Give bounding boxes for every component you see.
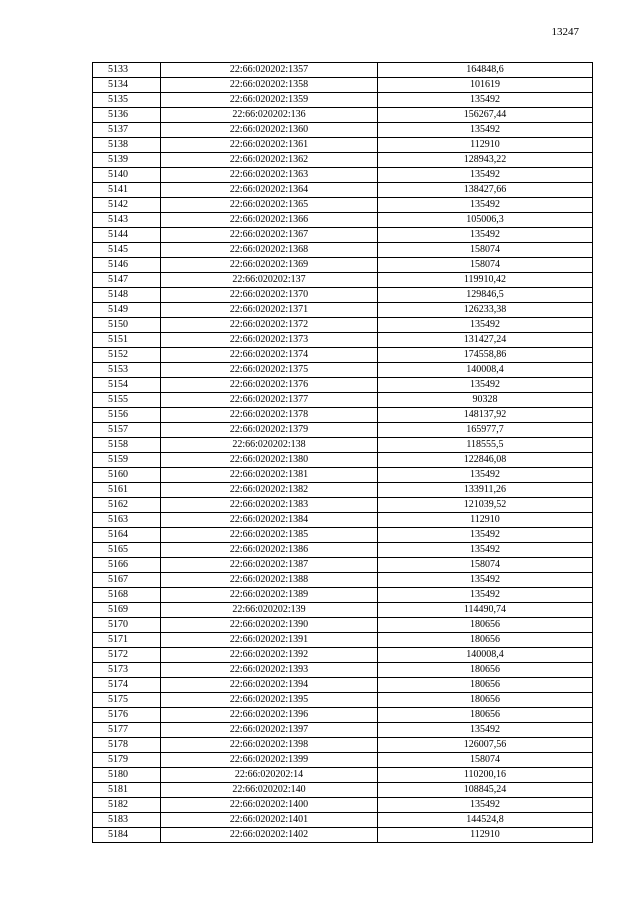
table-row — [93, 138, 593, 153]
cadastral-number-cell: 22:66:020202:1394 — [161, 678, 378, 693]
row-number-cell: 5173 — [93, 663, 161, 678]
table-row — [93, 468, 593, 483]
cadastral-value-cell: 129846,5 — [378, 288, 593, 303]
cadastral-value-cell: 135492 — [378, 378, 593, 393]
cadastral-value-cell: 119910,42 — [378, 273, 593, 288]
table-row — [93, 573, 593, 588]
cadastral-number-cell: 22:66:020202:1361 — [161, 138, 378, 153]
cadastral-value-cell: 135492 — [378, 168, 593, 183]
row-number-cell: 5171 — [93, 633, 161, 648]
cadastral-number-cell: 22:66:020202:1395 — [161, 693, 378, 708]
cadastral-number-cell: 22:66:020202:1366 — [161, 213, 378, 228]
cadastral-number-cell: 22:66:020202:1382 — [161, 483, 378, 498]
row-number-cell: 5140 — [93, 168, 161, 183]
table-row — [93, 318, 593, 333]
cadastral-number-cell: 22:66:020202:1372 — [161, 318, 378, 333]
row-number-cell: 5169 — [93, 603, 161, 618]
row-number-cell: 5141 — [93, 183, 161, 198]
table-row — [93, 633, 593, 648]
cadastral-number-cell: 22:66:020202:138 — [161, 438, 378, 453]
cadastral-value-cell: 165977,7 — [378, 423, 593, 438]
table-row — [93, 453, 593, 468]
table-row — [93, 198, 593, 213]
row-number-cell: 5148 — [93, 288, 161, 303]
cadastral-number-cell: 22:66:020202:1388 — [161, 573, 378, 588]
row-number-cell: 5138 — [93, 138, 161, 153]
cadastral-number-cell: 22:66:020202:1397 — [161, 723, 378, 738]
table-row — [93, 258, 593, 273]
cadastral-number-cell: 22:66:020202:1358 — [161, 78, 378, 93]
row-number-cell: 5164 — [93, 528, 161, 543]
row-number-cell: 5142 — [93, 198, 161, 213]
cadastral-number-cell: 22:66:020202:1391 — [161, 633, 378, 648]
row-number-cell: 5175 — [93, 693, 161, 708]
table-row — [93, 678, 593, 693]
cadastral-value-cell: 158074 — [378, 558, 593, 573]
row-number-cell: 5145 — [93, 243, 161, 258]
cadastral-number-cell: 22:66:020202:1362 — [161, 153, 378, 168]
table-row — [93, 423, 593, 438]
cadastral-value-cell: 180656 — [378, 618, 593, 633]
table-row — [93, 63, 593, 78]
cadastral-value-cell: 144524,8 — [378, 813, 593, 828]
cadastral-value-cell: 135492 — [378, 228, 593, 243]
cadastral-number-cell: 22:66:020202:1392 — [161, 648, 378, 663]
cadastral-number-cell: 22:66:020202:1400 — [161, 798, 378, 813]
row-number-cell: 5181 — [93, 783, 161, 798]
row-number-cell: 5180 — [93, 768, 161, 783]
row-number-cell: 5154 — [93, 378, 161, 393]
cadastral-value-cell: 158074 — [378, 753, 593, 768]
row-number-cell: 5137 — [93, 123, 161, 138]
cadastral-value-cell: 180656 — [378, 663, 593, 678]
row-number-cell: 5155 — [93, 393, 161, 408]
cadastral-value-cell: 121039,52 — [378, 498, 593, 513]
table-row — [93, 828, 593, 843]
row-number-cell: 5167 — [93, 573, 161, 588]
row-number-cell: 5163 — [93, 513, 161, 528]
row-number-cell: 5156 — [93, 408, 161, 423]
cadastral-number-cell: 22:66:020202:1390 — [161, 618, 378, 633]
cadastral-value-cell: 135492 — [378, 543, 593, 558]
cadastral-number-cell: 22:66:020202:1383 — [161, 498, 378, 513]
cadastral-value-cell: 140008,4 — [378, 648, 593, 663]
row-number-cell: 5151 — [93, 333, 161, 348]
row-number-cell: 5159 — [93, 453, 161, 468]
table-row — [93, 243, 593, 258]
row-number-cell: 5174 — [93, 678, 161, 693]
cadastral-value-cell: 135492 — [378, 573, 593, 588]
row-number-cell: 5161 — [93, 483, 161, 498]
table-row — [93, 513, 593, 528]
cadastral-value-cell: 135492 — [378, 723, 593, 738]
row-number-cell: 5144 — [93, 228, 161, 243]
cadastral-number-cell: 22:66:020202:1379 — [161, 423, 378, 438]
cadastral-value-cell: 135492 — [378, 318, 593, 333]
cadastral-number-cell: 22:66:020202:14 — [161, 768, 378, 783]
cadastral-number-cell: 22:66:020202:1389 — [161, 588, 378, 603]
row-number-cell: 5184 — [93, 828, 161, 843]
cadastral-value-cell: 135492 — [378, 468, 593, 483]
cadastral-number-cell: 22:66:020202:1401 — [161, 813, 378, 828]
cadastral-number-cell: 22:66:020202:139 — [161, 603, 378, 618]
row-number-cell: 5157 — [93, 423, 161, 438]
table-row — [93, 648, 593, 663]
cadastral-value-cell: 90328 — [378, 393, 593, 408]
row-number-cell: 5172 — [93, 648, 161, 663]
cadastral-value-cell: 174558,86 — [378, 348, 593, 363]
table-row — [93, 813, 593, 828]
page-number: 13247 — [551, 26, 579, 38]
table-row — [93, 708, 593, 723]
cadastral-value-cell: 135492 — [378, 588, 593, 603]
cadastral-value-cell: 135492 — [378, 198, 593, 213]
cadastral-number-cell: 22:66:020202:1371 — [161, 303, 378, 318]
cadastral-number-cell: 22:66:020202:1374 — [161, 348, 378, 363]
cadastral-number-cell: 22:66:020202:1359 — [161, 93, 378, 108]
row-number-cell: 5146 — [93, 258, 161, 273]
cadastral-value-cell: 180656 — [378, 633, 593, 648]
table-row — [93, 303, 593, 318]
cadastral-number-cell: 22:66:020202:1368 — [161, 243, 378, 258]
cadastral-number-cell: 22:66:020202:1386 — [161, 543, 378, 558]
cadastral-number-cell: 22:66:020202:1393 — [161, 663, 378, 678]
table-row — [93, 363, 593, 378]
table-row — [93, 798, 593, 813]
row-number-cell: 5183 — [93, 813, 161, 828]
cadastral-number-cell: 22:66:020202:1377 — [161, 393, 378, 408]
table-row — [93, 273, 593, 288]
cadastral-value-cell: 180656 — [378, 708, 593, 723]
cadastral-value-cell: 108845,24 — [378, 783, 593, 798]
cadastral-value-cell: 131427,24 — [378, 333, 593, 348]
cadastral-number-cell: 22:66:020202:1370 — [161, 288, 378, 303]
cadastral-value-cell: 101619 — [378, 78, 593, 93]
cadastral-value-table — [92, 62, 593, 843]
table-row — [93, 408, 593, 423]
table-row — [93, 723, 593, 738]
cadastral-value-cell: 158074 — [378, 258, 593, 273]
table-row — [93, 378, 593, 393]
row-number-cell: 5139 — [93, 153, 161, 168]
cadastral-number-cell: 22:66:020202:1360 — [161, 123, 378, 138]
cadastral-number-cell: 22:66:020202:1364 — [161, 183, 378, 198]
row-number-cell: 5150 — [93, 318, 161, 333]
cadastral-number-cell: 22:66:020202:1381 — [161, 468, 378, 483]
cadastral-value-cell: 135492 — [378, 798, 593, 813]
table-row — [93, 663, 593, 678]
cadastral-value-cell: 128943,22 — [378, 153, 593, 168]
cadastral-value-cell: 180656 — [378, 693, 593, 708]
row-number-cell: 5158 — [93, 438, 161, 453]
table-row — [93, 693, 593, 708]
cadastral-value-cell: 118555,5 — [378, 438, 593, 453]
cadastral-value-cell: 135492 — [378, 123, 593, 138]
table-row — [93, 228, 593, 243]
table-row — [93, 168, 593, 183]
row-number-cell: 5176 — [93, 708, 161, 723]
table-body — [93, 63, 593, 843]
cadastral-value-cell: 126233,38 — [378, 303, 593, 318]
row-number-cell: 5179 — [93, 753, 161, 768]
cadastral-number-cell: 22:66:020202:1367 — [161, 228, 378, 243]
row-number-cell: 5143 — [93, 213, 161, 228]
cadastral-value-cell: 122846,08 — [378, 453, 593, 468]
cadastral-number-cell: 22:66:020202:1378 — [161, 408, 378, 423]
cadastral-value-cell: 156267,44 — [378, 108, 593, 123]
table-row — [93, 333, 593, 348]
row-number-cell: 5168 — [93, 588, 161, 603]
cadastral-number-cell: 22:66:020202:1380 — [161, 453, 378, 468]
cadastral-value-cell: 158074 — [378, 243, 593, 258]
cadastral-value-cell: 112910 — [378, 828, 593, 843]
row-number-cell: 5170 — [93, 618, 161, 633]
cadastral-value-cell: 180656 — [378, 678, 593, 693]
cadastral-value-cell: 105006,3 — [378, 213, 593, 228]
table-row — [93, 603, 593, 618]
table-row — [93, 108, 593, 123]
cadastral-value-cell: 135492 — [378, 93, 593, 108]
row-number-cell: 5147 — [93, 273, 161, 288]
cadastral-number-cell: 22:66:020202:1365 — [161, 198, 378, 213]
cadastral-value-cell: 112910 — [378, 138, 593, 153]
cadastral-number-cell: 22:66:020202:1387 — [161, 558, 378, 573]
cadastral-number-cell: 22:66:020202:1402 — [161, 828, 378, 843]
cadastral-number-cell: 22:66:020202:1357 — [161, 63, 378, 78]
table-row — [93, 543, 593, 558]
table-row — [93, 558, 593, 573]
cadastral-value-cell: 133911,26 — [378, 483, 593, 498]
cadastral-value-cell: 140008,4 — [378, 363, 593, 378]
cadastral-value-cell: 126007,56 — [378, 738, 593, 753]
cadastral-value-cell: 114490,74 — [378, 603, 593, 618]
row-number-cell: 5182 — [93, 798, 161, 813]
table-row — [93, 78, 593, 93]
cadastral-number-cell: 22:66:020202:136 — [161, 108, 378, 123]
table-row — [93, 183, 593, 198]
table-row — [93, 213, 593, 228]
cadastral-number-cell: 22:66:020202:1363 — [161, 168, 378, 183]
table-row — [93, 438, 593, 453]
table-row — [93, 753, 593, 768]
table-row — [93, 93, 593, 108]
table-row — [93, 588, 593, 603]
cadastral-number-cell: 22:66:020202:1398 — [161, 738, 378, 753]
table-row — [93, 483, 593, 498]
row-number-cell: 5149 — [93, 303, 161, 318]
cadastral-number-cell: 22:66:020202:1385 — [161, 528, 378, 543]
row-number-cell: 5153 — [93, 363, 161, 378]
cadastral-number-cell: 22:66:020202:137 — [161, 273, 378, 288]
table-row — [93, 528, 593, 543]
row-number-cell: 5177 — [93, 723, 161, 738]
row-number-cell: 5166 — [93, 558, 161, 573]
cadastral-value-cell: 164848,6 — [378, 63, 593, 78]
row-number-cell: 5160 — [93, 468, 161, 483]
cadastral-value-cell: 112910 — [378, 513, 593, 528]
table-row — [93, 738, 593, 753]
row-number-cell: 5134 — [93, 78, 161, 93]
cadastral-number-cell: 22:66:020202:1376 — [161, 378, 378, 393]
cadastral-number-cell: 22:66:020202:1375 — [161, 363, 378, 378]
row-number-cell: 5136 — [93, 108, 161, 123]
table-row — [93, 768, 593, 783]
row-number-cell: 5165 — [93, 543, 161, 558]
table-row — [93, 288, 593, 303]
row-number-cell: 5133 — [93, 63, 161, 78]
table-row — [93, 153, 593, 168]
cadastral-value-cell: 138427,66 — [378, 183, 593, 198]
cadastral-number-cell: 22:66:020202:1373 — [161, 333, 378, 348]
cadastral-number-cell: 22:66:020202:1396 — [161, 708, 378, 723]
cadastral-number-cell: 22:66:020202:140 — [161, 783, 378, 798]
cadastral-value-cell: 110200,16 — [378, 768, 593, 783]
cadastral-number-cell: 22:66:020202:1399 — [161, 753, 378, 768]
row-number-cell: 5152 — [93, 348, 161, 363]
table-row — [93, 618, 593, 633]
table-row — [93, 123, 593, 138]
row-number-cell: 5162 — [93, 498, 161, 513]
cadastral-number-cell: 22:66:020202:1384 — [161, 513, 378, 528]
cadastral-number-cell: 22:66:020202:1369 — [161, 258, 378, 273]
cadastral-value-cell: 135492 — [378, 528, 593, 543]
table-row — [93, 498, 593, 513]
cadastral-value-cell: 148137,92 — [378, 408, 593, 423]
table-row — [93, 783, 593, 798]
table-row — [93, 393, 593, 408]
row-number-cell: 5135 — [93, 93, 161, 108]
row-number-cell: 5178 — [93, 738, 161, 753]
table-row — [93, 348, 593, 363]
